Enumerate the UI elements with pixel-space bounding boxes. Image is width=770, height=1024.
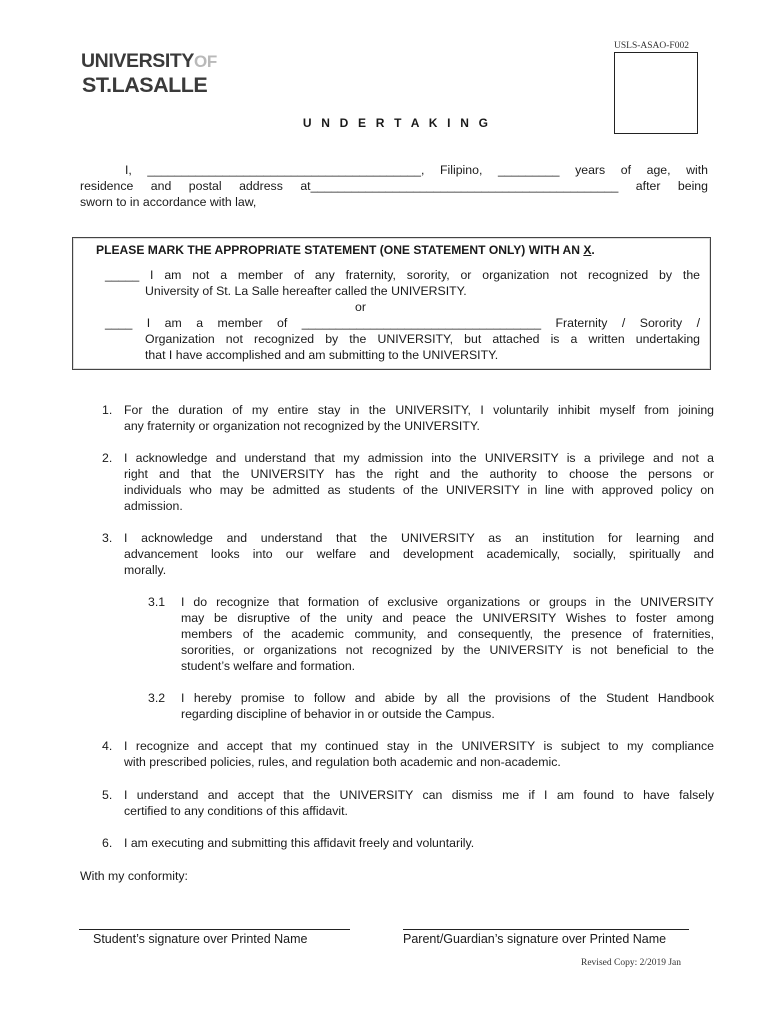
item-number: 3.1 [148,595,166,609]
item-line: members of the academic community, and consequently, the presence of fraternities, [181,627,714,641]
option-not-member-line-1: _____ I am not a member of any fraternity, sorority, or organization not recognized by the [105,268,700,282]
parent-signature-label: Parent/Guardian’s signature over Printed Name [403,932,667,946]
intro-line-2: residence and postal address at_____________________________________________ after being [80,179,708,193]
item-text [181,594,714,674]
intro-line-3: sworn to in accordance with law, [80,195,257,209]
item-line: I acknowledge and understand that my admission into the UNIVERSITY is a privilege and not a [124,451,714,465]
item-text [124,450,714,514]
item-line: I understand and accept that the UNIVERSITY can dismiss me if I am found to have falsely [124,788,714,802]
form-code: USLS-ASAO-F002 [614,41,689,51]
item-number: 1. [102,403,113,417]
option-not-member[interactable] [105,267,700,299]
item-number: 6. [102,836,113,850]
item-line: individuals who may be admitted as students of the UNIVERSITY in line with approved policy on [124,483,714,497]
parent-signature-line [403,929,689,930]
item-text [124,835,714,851]
item-number: 3.2 [148,691,166,705]
item-line: student’s welfare and formation. [181,659,356,673]
item-number: 3. [102,531,113,545]
option-member[interactable] [105,315,700,363]
conformity-label: With my conformity: [80,869,188,883]
item-line: regarding discipline of behavior in or outside the Campus. [181,707,495,721]
item-number: 5. [102,788,113,802]
heading-period: . [591,243,595,257]
intro-paragraph [80,162,708,210]
item-line: I do recognize that formation of exclusive organizations or groups in the UNIVERSITY [181,595,714,609]
item-number: 2. [102,451,113,465]
item-line: I hereby promise to follow and abide by all the provisions of the Student Handbook [181,691,714,705]
item-line: advancement looks into our welfare and development academically, socially, spiritually and [124,547,714,561]
heading-text: PLEASE MARK THE APPROPRIATE STATEMENT (ONE STATEMENT ONLY) WITH AN [96,243,584,257]
heading-x: X [583,243,592,257]
item-line: I am executing and submitting this affidavit freely and voluntarily. [124,836,475,850]
item-line: right and that the UNIVERSITY has the right and the authority to choose the persons or [124,467,714,481]
statement-box-heading [96,242,595,258]
logo-graphic [81,48,241,96]
item-text [124,530,714,578]
revised-date: Revised Copy: 2/2019 Jan [581,958,682,968]
logo-line1: UNIVERSITYOF [81,50,217,72]
student-signature-label: Student’s signature over Printed Name [93,932,308,946]
option-member-line-2: Organization not recognized by the UNIVERSITY, but attached is a written undertaking [145,332,700,346]
logo-line2: ST.LASALLE [82,73,208,96]
page-title: U N D E R T A K I N G [302,116,492,130]
option-member-line-1: ____ I am a member of ___________________________________ Fraternity / Sorority / [105,316,700,330]
item-line: any fraternity or organization not recognized by the UNIVERSITY. [124,419,480,433]
item-line: admission. [124,499,183,513]
item-text [124,402,714,434]
item-line: For the duration of my entire stay in the UNIVERSITY, I voluntarily inhibit myself from joining [124,403,714,417]
item-line: I acknowledge and understand that the UNIVERSITY as an institution for learning and [124,531,714,545]
item-number: 4. [102,739,113,753]
item-line: I recognize and accept that my continued stay in the UNIVERSITY is subject to my compliance [124,739,714,753]
item-line: sororities, or organizations not recognized by the UNIVERSITY is not beneficial to the [181,643,714,657]
item-line: may be disruptive of the unity and peace the UNIVERSITY Wishes to foster among [181,611,714,625]
item-line: with prescribed policies, rules, and regulation both academic and non-academic. [124,755,561,769]
student-signature-line [79,929,350,930]
item-line: morally. [124,563,167,577]
item-text [124,787,714,819]
intro-line-1: I, ________________________________________, Filipino, _________ years of age, with [125,163,708,177]
item-line: certified to any conditions of this affidavit. [124,804,348,818]
item-text [124,738,714,770]
option-not-member-line-2: University of St. La Salle hereafter called the UNIVERSITY. [145,284,467,298]
university-logo [81,48,241,96]
or-separator: or [355,300,366,314]
option-member-line-3: that I have accomplished and am submitting to the UNIVERSITY. [145,348,499,362]
item-text [181,690,714,722]
